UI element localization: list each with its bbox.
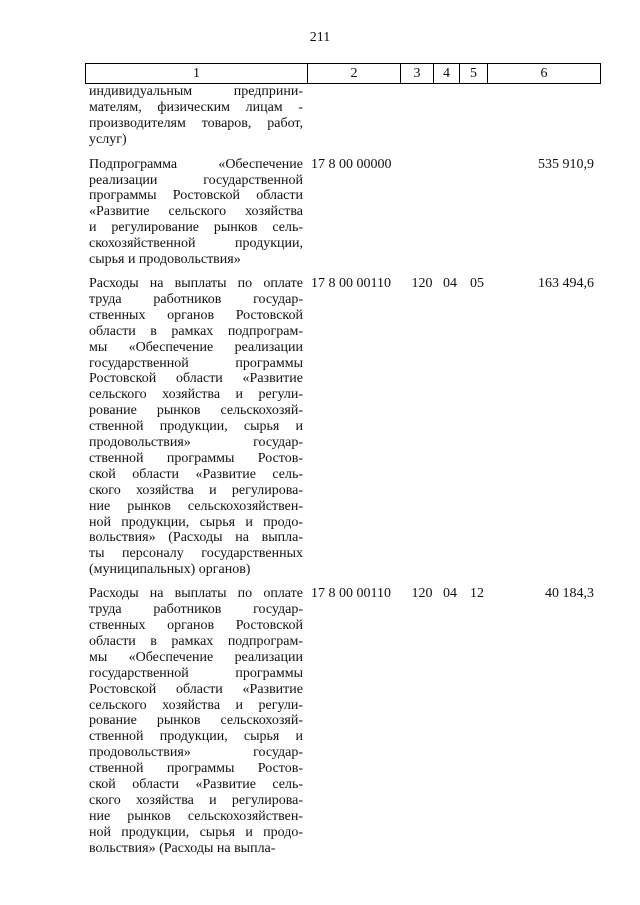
description-line: Подпрограмма «Обеспечение <box>89 156 303 172</box>
description-line: государственной программы <box>89 355 303 371</box>
description-line: ственных органов Ростовской <box>89 618 303 633</box>
description-line: индивидуальным предприни- <box>89 84 303 99</box>
row-section <box>437 84 463 148</box>
description-line: ты персоналу государственных <box>89 546 303 562</box>
row-amount: 40 184,3 <box>545 586 594 602</box>
budget-table-body <box>85 84 600 857</box>
row-subsection <box>463 157 491 268</box>
description-line: Ростовской области «Развитие <box>89 371 303 387</box>
row-section: 04 <box>443 275 457 291</box>
description-line: услуг) <box>89 131 127 147</box>
description-line: Расходы на выплаты по оплате <box>89 586 303 602</box>
description-line: Расходы на выплаты по оплате <box>89 275 303 291</box>
row-target-code: 17 8 00 00110 <box>311 275 391 291</box>
description-line: труда работников государ- <box>89 602 303 618</box>
description-line: ственной программы Ростов- <box>89 450 303 466</box>
description-line: реализации государственной <box>89 172 303 188</box>
column-header-2: 2 <box>308 64 401 84</box>
column-header-row <box>86 64 601 84</box>
description-line: мы «Обеспечение реализации <box>89 339 303 355</box>
row-subsection: 12 <box>470 586 484 602</box>
row-amount <box>491 84 600 148</box>
row-expense-type: 120 <box>411 275 433 291</box>
row-expense-type <box>407 84 437 148</box>
description-line: Ростовской области «Развитие <box>89 681 303 697</box>
row-description <box>85 276 307 578</box>
description-line: вольствия» (Расходы на выпла- <box>89 840 276 856</box>
description-line: ской области «Развитие сель- <box>89 466 303 482</box>
description-line: рование рынков сельскохозяй- <box>89 713 303 729</box>
description-line: ние рынков сельскохозяйствен- <box>89 808 303 824</box>
description-line: области в рамках подпрограм- <box>89 323 303 339</box>
description-line: продовольствия» государ- <box>89 745 303 761</box>
description-line: мателям, физическим лицам - <box>89 99 303 115</box>
description-line: ственной программы Ростов- <box>89 761 303 777</box>
description-line: области в рамках подпрограм- <box>89 633 303 649</box>
description-line: (муниципальных) органов) <box>89 562 251 578</box>
description-line: и регулирование рынков сель- <box>89 220 303 236</box>
row-target-code <box>307 84 407 148</box>
description-line: продовольствия» государ- <box>89 435 303 451</box>
description-line: скохозяйственной продукции, <box>89 236 303 252</box>
row-expense-type <box>407 157 437 268</box>
description-line: ственной продукции, сырья и <box>89 729 303 745</box>
column-header-4: 4 <box>434 64 460 84</box>
description-line: программы Ростовской области <box>89 188 303 204</box>
description-line: сырья и продовольствия» <box>89 252 241 268</box>
column-header-1: 1 <box>86 64 308 84</box>
description-line: ственной продукции, сырья и <box>89 419 303 435</box>
description-line: ной продукции, сырья и продо- <box>89 514 303 530</box>
description-line: труда работников государ- <box>89 291 303 307</box>
description-line: государственной программы <box>89 665 303 681</box>
description-line: мы «Обеспечение реализации <box>89 649 303 665</box>
row-expense-type: 120 <box>411 586 433 602</box>
column-header-6: 6 <box>488 64 601 84</box>
description-line: сельского хозяйства и регули- <box>89 697 303 713</box>
description-line: вольствия» (Расходы на выпла- <box>89 530 303 546</box>
column-header-5: 5 <box>460 64 488 84</box>
table-row <box>85 586 600 856</box>
description-line: ной продукции, сырья и продо- <box>89 824 303 840</box>
row-section: 04 <box>443 586 457 602</box>
row-description <box>85 157 307 268</box>
row-subsection <box>463 84 491 148</box>
table-row <box>85 157 600 268</box>
description-line: ского хозяйства и регулирова- <box>89 482 303 498</box>
page-number: 211 <box>309 30 331 45</box>
column-header-table <box>85 63 601 84</box>
description-line: производителям товаров, работ, <box>89 115 303 131</box>
row-description <box>85 586 307 856</box>
row-target-code: 17 8 00 00110 <box>311 586 391 602</box>
description-line: ской области «Развитие сель- <box>89 777 303 793</box>
description-line: ние рынков сельскохозяйствен- <box>89 498 303 514</box>
row-section <box>437 157 463 268</box>
column-header-3: 3 <box>401 64 434 84</box>
row-description <box>85 84 307 148</box>
description-line: ского хозяйства и регулирова- <box>89 792 303 808</box>
row-amount: 163 494,6 <box>538 275 594 291</box>
row-subsection: 05 <box>470 275 484 291</box>
description-line: «Развитие сельского хозяйства <box>89 204 303 220</box>
row-target-code: 17 8 00 00000 <box>311 156 392 172</box>
row-amount: 535 910,9 <box>538 156 594 172</box>
description-line: сельского хозяйства и регули- <box>89 387 303 403</box>
table-row <box>85 84 600 148</box>
description-line: ственных органов Ростовской <box>89 307 303 323</box>
description-line: рование рынков сельскохозяй- <box>89 403 303 419</box>
table-row <box>85 276 600 578</box>
